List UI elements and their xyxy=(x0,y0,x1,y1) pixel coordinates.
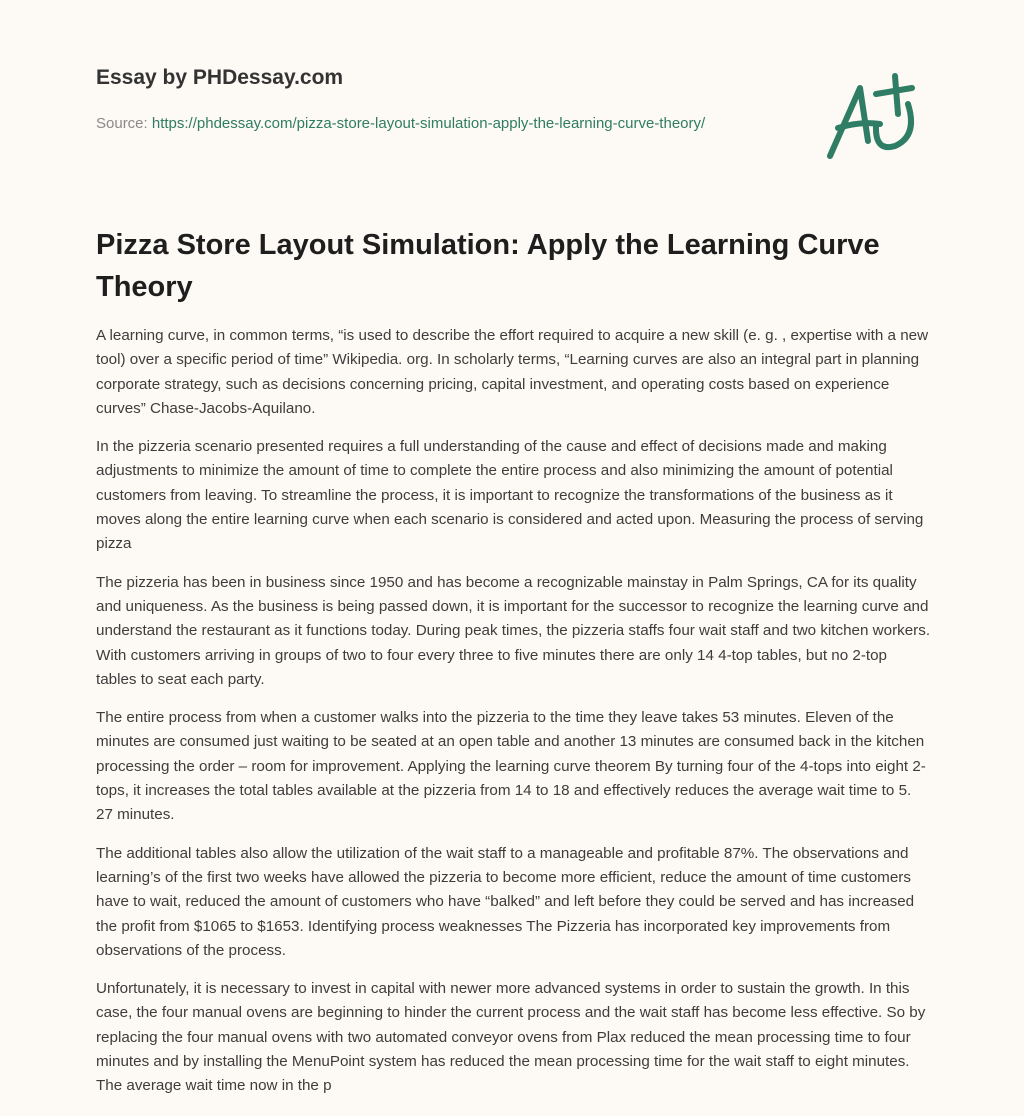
source-link[interactable]: https://phdessay.com/pizza-store-layout-simulation-apply-the-learning-curve-theory/ xyxy=(151,115,706,132)
paragraph: In the pizzeria scenario presented requires a full understanding of the cause and effect of decisions made and making adjustments to minimize the amount of time to complete the entire process and also minimizing the amount of potential customers from leaving. To streamline the process, it is important to recognize the transformations of the business as it moves along the entire learning curve when each scenario is considered and acted upon. Measuring the process of serving pizza xyxy=(96,438,924,553)
source-line xyxy=(96,112,736,136)
source-label: Source: xyxy=(96,115,148,132)
site-brand: Essay by PHDessay.com xyxy=(96,66,344,89)
article-body xyxy=(96,324,931,1113)
paragraph: The additional tables also allow the utilization of the wait staff to a manageable and profitable 87%. The observations and learning’s of the first two weeks have allowed the pizzeria to become more efficient, reduce the amount of time customers have to wait, reduced the amount of customers who have “balked” and left before they could be served and has increased the profit from $1065 to $1653. Identifying process weaknesses The Pizzeria has incorporated key improvements from observations of the process. xyxy=(96,844,915,959)
paragraph: The entire process from when a customer walks into the pizzeria to the time they leave takes 53 minutes. Eleven of the minutes are consumed just waiting to be seated at an open table and another 13 minutes are consumed back in the kitchen processing the order – room for improvement. Applying the learning curve theorem By turning four of the 4-tops into eight 2-tops, it increases the total tables available at the pizzeria from 14 to 18 and effectively reduces the average wait time to 5. 27 minutes. xyxy=(96,709,926,824)
article-title: Pizza Store Layout Simulation: Apply the Learning Curve Theory xyxy=(96,229,880,303)
paragraph: The pizzeria has been in business since 1950 and has become a recognizable mainstay in Palm Springs, CA for its quality and uniqueness. As the business is being passed down, it is important for the successor to recognize the learning curve and understand the restaurant as it functions today. During peak times, the pizzeria staffs four wait staff and two kitchen workers. With customers arriving in groups of two to four every three to five minutes there are only 14 4-top tables, but no 2-top tables to seat each party. xyxy=(96,573,931,688)
paragraph: Unfortunately, it is necessary to invest in capital with newer more advanced systems in order to sustain the growth. In this case, the four manual ovens are beginning to hinder the current process and the wait staff has become less effective. So by replacing the four manual ovens with two automated conveyor ovens from Plax reduced the mean processing time to four minutes and by installing the MenuPoint system has reduced the mean processing time for the wait staff to eight minutes. The average wait time now in the p xyxy=(96,980,926,1095)
a-plus-grade-icon xyxy=(820,66,930,166)
paragraph: A learning curve, in common terms, “is used to describe the effort required to acquire a new skill (e. g. , expertise with a new tool) over a specific period of time” Wikipedia. org. In scholarly terms, “Learning curves are also an integral part in planning corporate strategy, such as decisions concerning pricing, capital investment, and operating costs based on experience curves” Chase-Jacobs-Aquilano. xyxy=(96,327,929,417)
